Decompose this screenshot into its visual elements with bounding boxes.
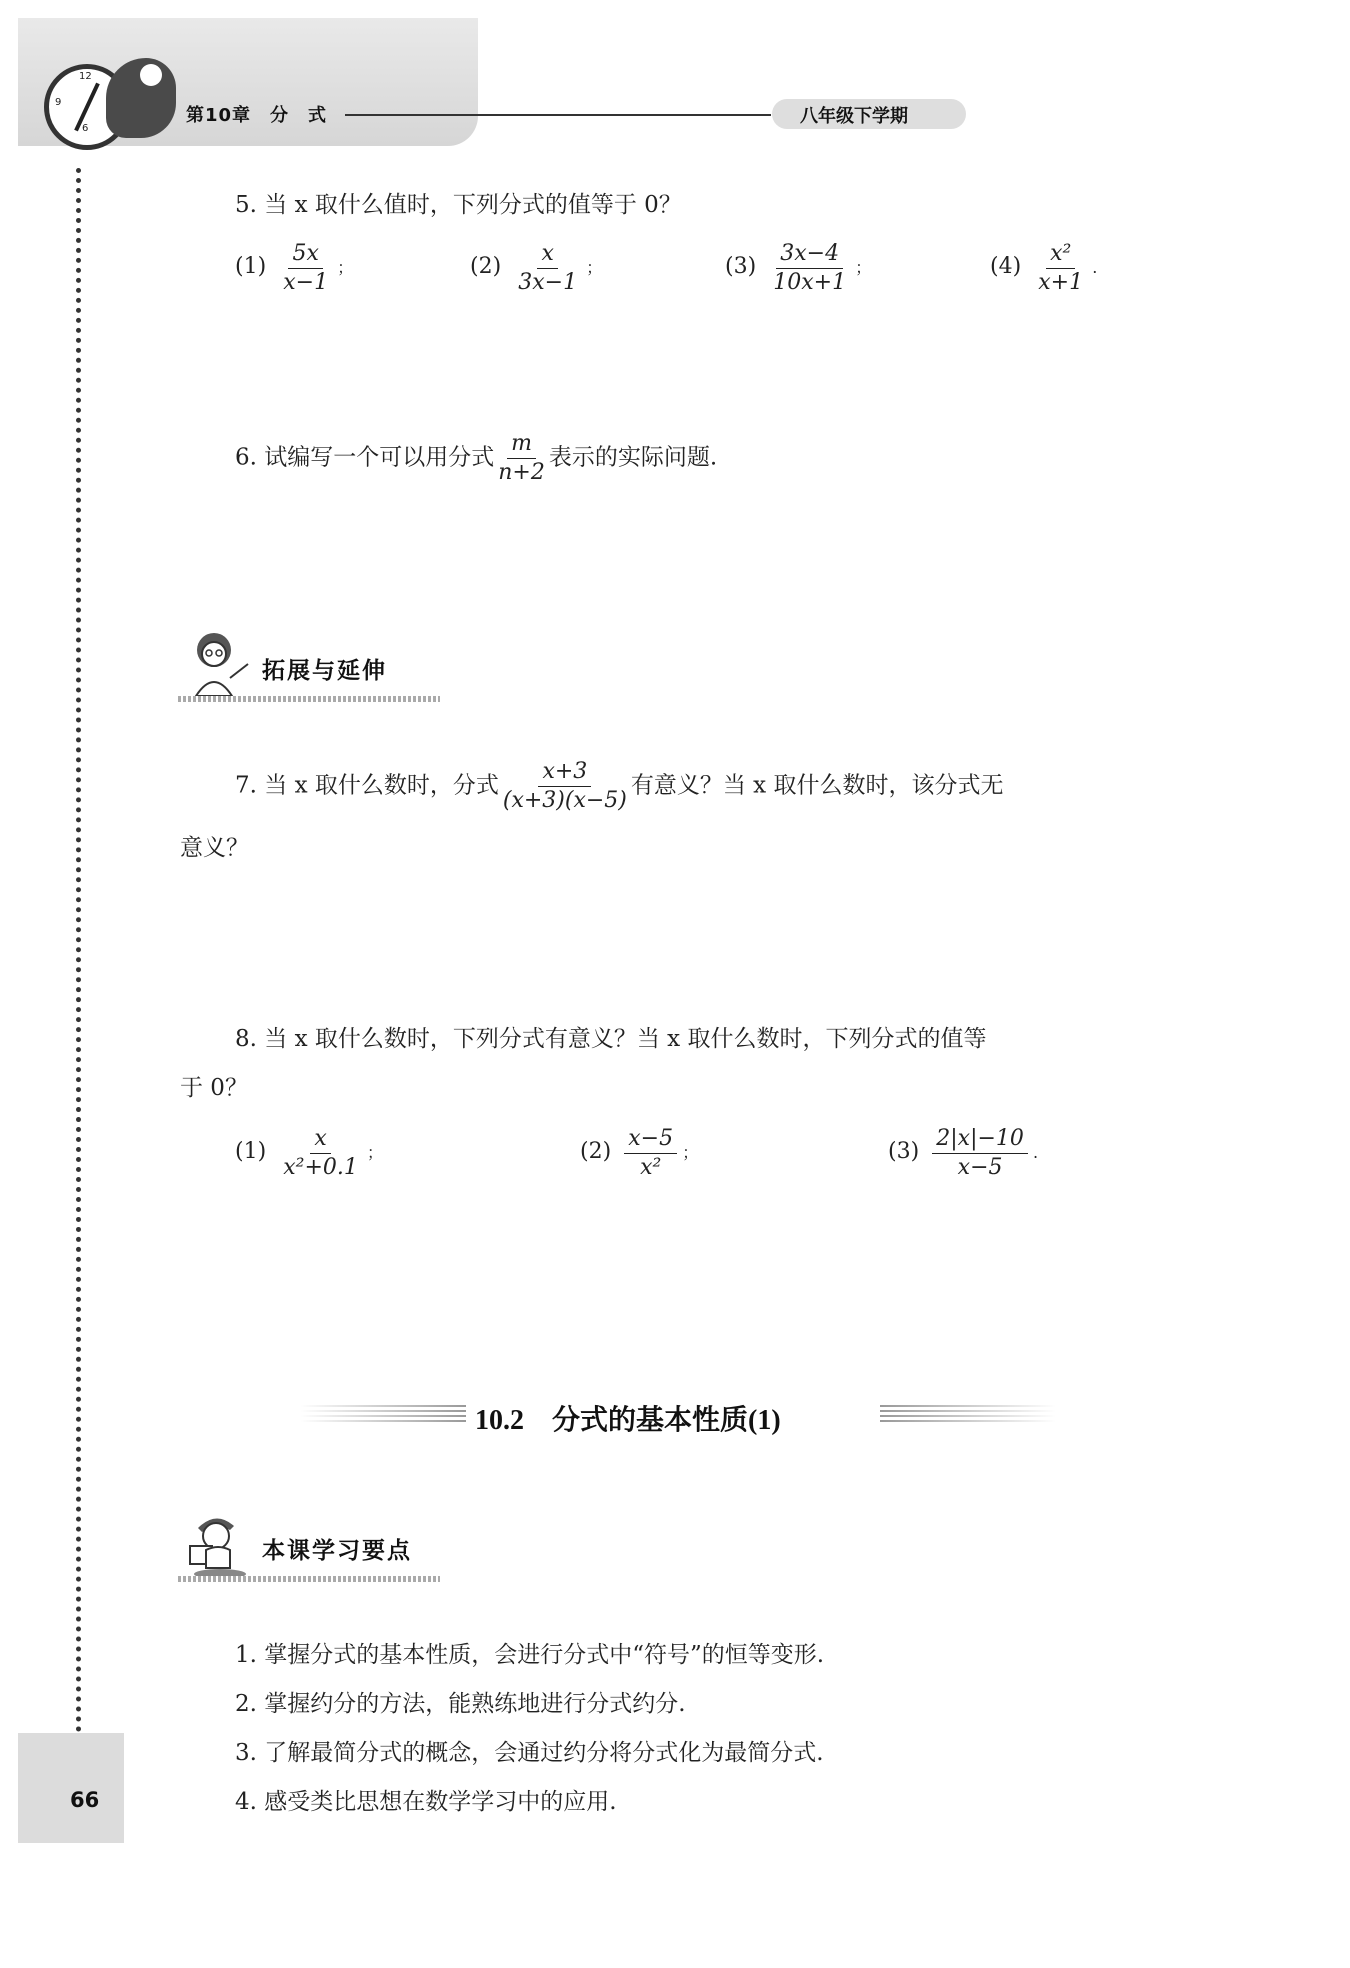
numerator: m — [507, 430, 536, 459]
page-number: 66 — [70, 1788, 100, 1812]
numerator: 5x — [288, 240, 322, 269]
q7-text-after: 有意义？当 x 取什么数时，该分式无 — [630, 772, 1004, 799]
numerator: 3x−4 — [776, 240, 843, 269]
separator: ； — [367, 1143, 384, 1162]
q5-item — [990, 240, 1097, 297]
question-5-text: 5. 当 x 取什么值时，下列分式的值等于 0？ — [235, 192, 682, 218]
q7-text-before: 7. 当 x 取什么数时，分式 — [235, 772, 499, 799]
question-7 — [235, 758, 1003, 815]
margin-dotted-line — [76, 168, 81, 1733]
numerator: 2|x|−10 — [932, 1125, 1028, 1154]
numerator: x — [537, 240, 557, 269]
q5-item — [470, 240, 602, 297]
section-underline — [178, 1576, 440, 1582]
q8-item — [235, 1125, 383, 1182]
item-label: (1) — [235, 254, 267, 279]
denominator: x−1 — [283, 270, 329, 295]
q6-text-after: 表示的实际问题. — [548, 444, 718, 471]
fraction — [932, 1125, 1028, 1182]
section-underline — [178, 696, 440, 702]
numerator: x+3 — [538, 758, 591, 787]
numerator: x−5 — [624, 1125, 677, 1154]
grade-label: 八年级下学期 — [800, 106, 908, 127]
teacher-mascot-icon — [186, 630, 250, 700]
denominator: n+2 — [498, 460, 545, 485]
chapter-title: 第10章 分 式 — [186, 105, 328, 126]
denominator: 3x−1 — [518, 270, 578, 295]
item-label: (2) — [470, 254, 502, 279]
section-label: 拓展与延伸 — [262, 658, 387, 684]
student-mascot-icon — [186, 1510, 250, 1580]
q8-item — [888, 1125, 1038, 1182]
section-title: 10.2 分式的基本性质(1) — [475, 1405, 781, 1436]
fraction — [494, 430, 549, 487]
fraction — [279, 1125, 362, 1182]
clock-number: 12 — [79, 71, 92, 82]
denominator: x²+0.1 — [283, 1155, 358, 1180]
separator: ； — [337, 258, 354, 277]
clock-number: 9 — [55, 97, 62, 108]
q6-text-before: 6. 试编写一个可以用分式 — [235, 444, 495, 471]
numerator: x² — [1046, 240, 1075, 269]
fraction — [279, 240, 332, 297]
denominator: x+1 — [1038, 270, 1084, 295]
denominator: x² — [640, 1155, 662, 1180]
objective-item: 2. 掌握约分的方法，能熟练地进行分式约分. — [235, 1691, 686, 1717]
question-6 — [235, 430, 717, 487]
item-label: (2) — [580, 1139, 612, 1164]
item-label: (1) — [235, 1139, 267, 1164]
separator: ； — [855, 258, 872, 277]
separator: ； — [586, 258, 603, 277]
section-label: 本课学习要点 — [262, 1538, 412, 1564]
question-7-line2: 意义？ — [180, 835, 249, 861]
question-8-line2: 于 0？ — [180, 1075, 248, 1101]
q8-item — [580, 1125, 698, 1182]
section-header-extend — [178, 630, 448, 710]
numerator: x — [310, 1125, 330, 1154]
header-rule — [345, 114, 771, 116]
question-8-line1: 8. 当 x 取什么数时，下列分式有意义？当 x 取什么数时，下列分式的值等 — [235, 1026, 987, 1052]
separator: . — [1033, 1143, 1039, 1162]
item-label: (4) — [990, 254, 1022, 279]
objective-item: 1. 掌握分式的基本性质，会进行分式中“符号”的恒等变形. — [235, 1642, 825, 1668]
denominator: x−5 — [957, 1155, 1003, 1180]
item-label: (3) — [888, 1139, 920, 1164]
runner-icon — [106, 58, 176, 138]
separator: ； — [682, 1143, 699, 1162]
q5-item — [235, 240, 353, 297]
objective-item: 3. 了解最简分式的概念，会通过约分将分式化为最简分式. — [235, 1740, 824, 1766]
denominator: 10x+1 — [773, 270, 847, 295]
title-rule-left — [300, 1405, 466, 1425]
fraction — [499, 758, 631, 815]
objective-item: 4. 感受类比思想在数学学习中的应用. — [235, 1789, 617, 1815]
separator: . — [1092, 258, 1098, 277]
denominator: (x+3)(x−5) — [502, 788, 627, 813]
q5-item — [725, 240, 871, 297]
title-rule-right — [880, 1405, 1056, 1425]
item-label: (3) — [725, 254, 757, 279]
clock-number: 6 — [82, 123, 89, 134]
section-header-keypoints — [178, 1510, 468, 1590]
fraction — [514, 240, 581, 297]
fraction — [769, 240, 850, 297]
fraction — [1034, 240, 1087, 297]
fraction — [624, 1125, 677, 1182]
